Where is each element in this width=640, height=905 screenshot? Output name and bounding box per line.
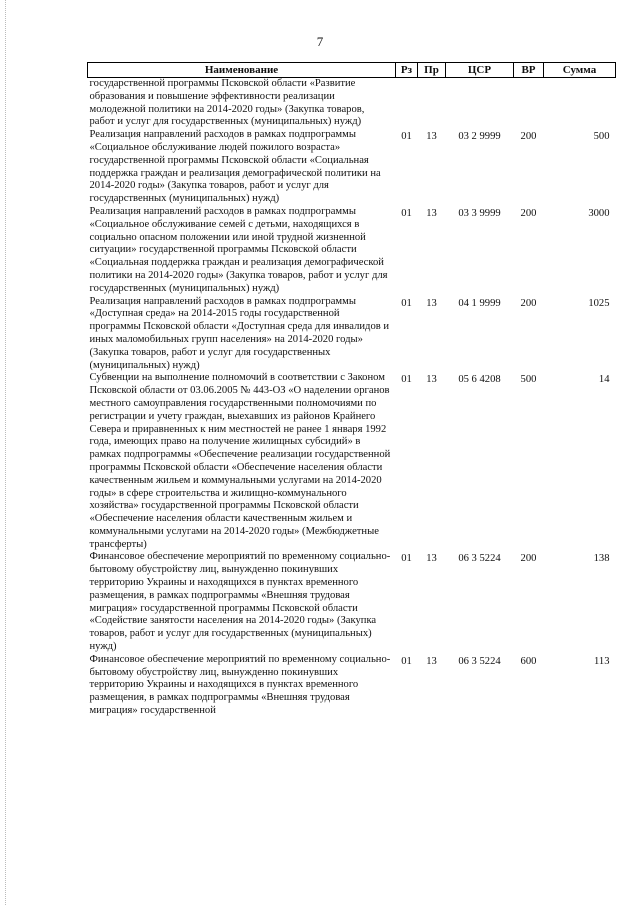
row-name: Субвенции на выполнение полномочий в соответствии с Законом Псковской области от 03.06.2005 № 443-ОЗ «О наделении органов местного самоуправления государственными полномочиями по регистрации и учету граждан, выехавших из районов Крайнего Севера и приравненных к ним местностей не ранее 1 января 1992 года, имеющих право на получение жилищных субсидий» в рамках подпрограммы «Обеспечение реализации государственной программы Псковской области «Обеспечение населения области качественным жильем и коммунальными услугами на 2014-2020 годы» в сфере строительства и жилищно-коммунального хозяйства» государственной программы Псковской области «Обеспечение населения области качественным жильем и коммунальными услугами на 2014-2020 годы» (Межбюджетные трансферты) <box>89 372 391 550</box>
row-rz: 01 <box>401 553 412 565</box>
table-row <box>88 372 616 551</box>
row-pr: 13 <box>426 297 437 309</box>
row-sum: 14 <box>598 374 610 386</box>
row-csr <box>446 78 514 130</box>
row-csr: 03 3 9999 <box>458 207 501 219</box>
row-csr: 06 3 5224 <box>458 655 501 667</box>
row-vr: 200 <box>520 131 537 143</box>
row-csr: 05 6 4208 <box>458 374 501 386</box>
row-name: Финансовое обеспечение мероприятий по временному социально-бытовому обустройству лиц, вынужденно покинувших территорию Украины и находящихся в пунктах временного размещения, в рамках подпрограммы «Внешняя трудовая миграция» государственной <box>89 653 391 717</box>
row-rz: 01 <box>401 374 412 386</box>
row-vr: 600 <box>520 655 537 667</box>
row-csr: 06 3 5224 <box>458 553 501 565</box>
row-pr <box>418 78 446 130</box>
row-rz <box>396 78 418 130</box>
row-vr <box>514 78 544 130</box>
table-row <box>88 654 616 718</box>
scan-edge-mark <box>5 0 7 905</box>
row-csr: 03 2 9999 <box>458 131 501 143</box>
header-csr: ЦСР <box>446 63 514 78</box>
row-pr: 13 <box>426 553 437 565</box>
header-name: Наименование <box>88 63 396 78</box>
row-rz: 01 <box>401 297 412 309</box>
budget-table <box>87 62 616 718</box>
table-row <box>88 206 616 296</box>
table-header-row <box>88 63 616 78</box>
row-sum: 3000 <box>588 207 610 219</box>
row-rz: 01 <box>401 207 412 219</box>
row-csr: 04 1 9999 <box>458 297 501 309</box>
page-number: 7 <box>316 34 324 49</box>
row-name: Реализация направлений расходов в рамках подпрограммы «Социальное обслуживание людей пожилого возраста» государственной программы Псковской области «Социальная поддержка граждан и реализация демографической политики на 2014-2020 годы» (Закупка товаров, работ и услуг для государственных (муниципальных) нужд) <box>89 129 381 205</box>
row-sum: 1025 <box>588 297 610 309</box>
header-rz: Рз <box>396 63 418 78</box>
row-sum: 500 <box>593 131 610 143</box>
row-vr: 500 <box>520 374 537 386</box>
table-row <box>88 296 616 373</box>
header-pr: Пр <box>418 63 446 78</box>
table-row <box>88 129 616 206</box>
row-rz: 01 <box>401 131 412 143</box>
row-vr: 200 <box>520 553 537 565</box>
row-sum <box>544 78 616 130</box>
row-name: государственной программы Псковской области «Развитие образования и повышение эффективности реализации молодежной политики на 2014-2020 годы» (Закупка товаров, работ и услуг для государственных (муниципальных) нужд) <box>89 78 365 128</box>
table-row <box>88 551 616 653</box>
table-row <box>88 78 616 130</box>
row-pr: 13 <box>426 655 437 667</box>
row-rz: 01 <box>401 655 412 667</box>
row-pr: 13 <box>426 131 437 143</box>
row-pr: 13 <box>426 207 437 219</box>
row-sum: 138 <box>593 553 610 565</box>
row-name: Финансовое обеспечение мероприятий по временному социально-бытовому обустройству лиц, вынужденно покинувших территорию Украины и находящихся в пунктах временного размещения, в рамках подпрограммы «Внешняя трудовая миграция» государственной программы Псковской области «Содействие занятости населения на 2014-2020 годы» (Закупка товаров, работ и услуг для государственных (муниципальных) нужд) <box>89 551 391 653</box>
row-sum: 113 <box>594 655 610 667</box>
row-vr: 200 <box>520 297 537 309</box>
row-pr: 13 <box>426 374 437 386</box>
row-name: Реализация направлений расходов в рамках подпрограммы «Доступная среда» на 2014-2015 годы государственной программы Псковской области «Доступная среда для инвалидов и иных маломобильных групп населения» на 2014-2020 годы» (Закупка товаров, работ и услуг для государственных (муниципальных) нужд) <box>89 295 390 371</box>
header-vr: ВР <box>514 63 544 78</box>
header-sum: Сумма <box>544 63 616 78</box>
row-vr: 200 <box>520 207 537 219</box>
row-name: Реализация направлений расходов в рамках подпрограммы «Социальное обслуживание семей с детьми, находящихся в социально опасном положении или иной трудной жизненной ситуации» государственной программы Псковской области «Социальная поддержка граждан и реализация демографической политики на 2014-2020 годы» (Закупка товаров, работ и услуг для государственных (муниципальных) нужд) <box>89 205 388 294</box>
